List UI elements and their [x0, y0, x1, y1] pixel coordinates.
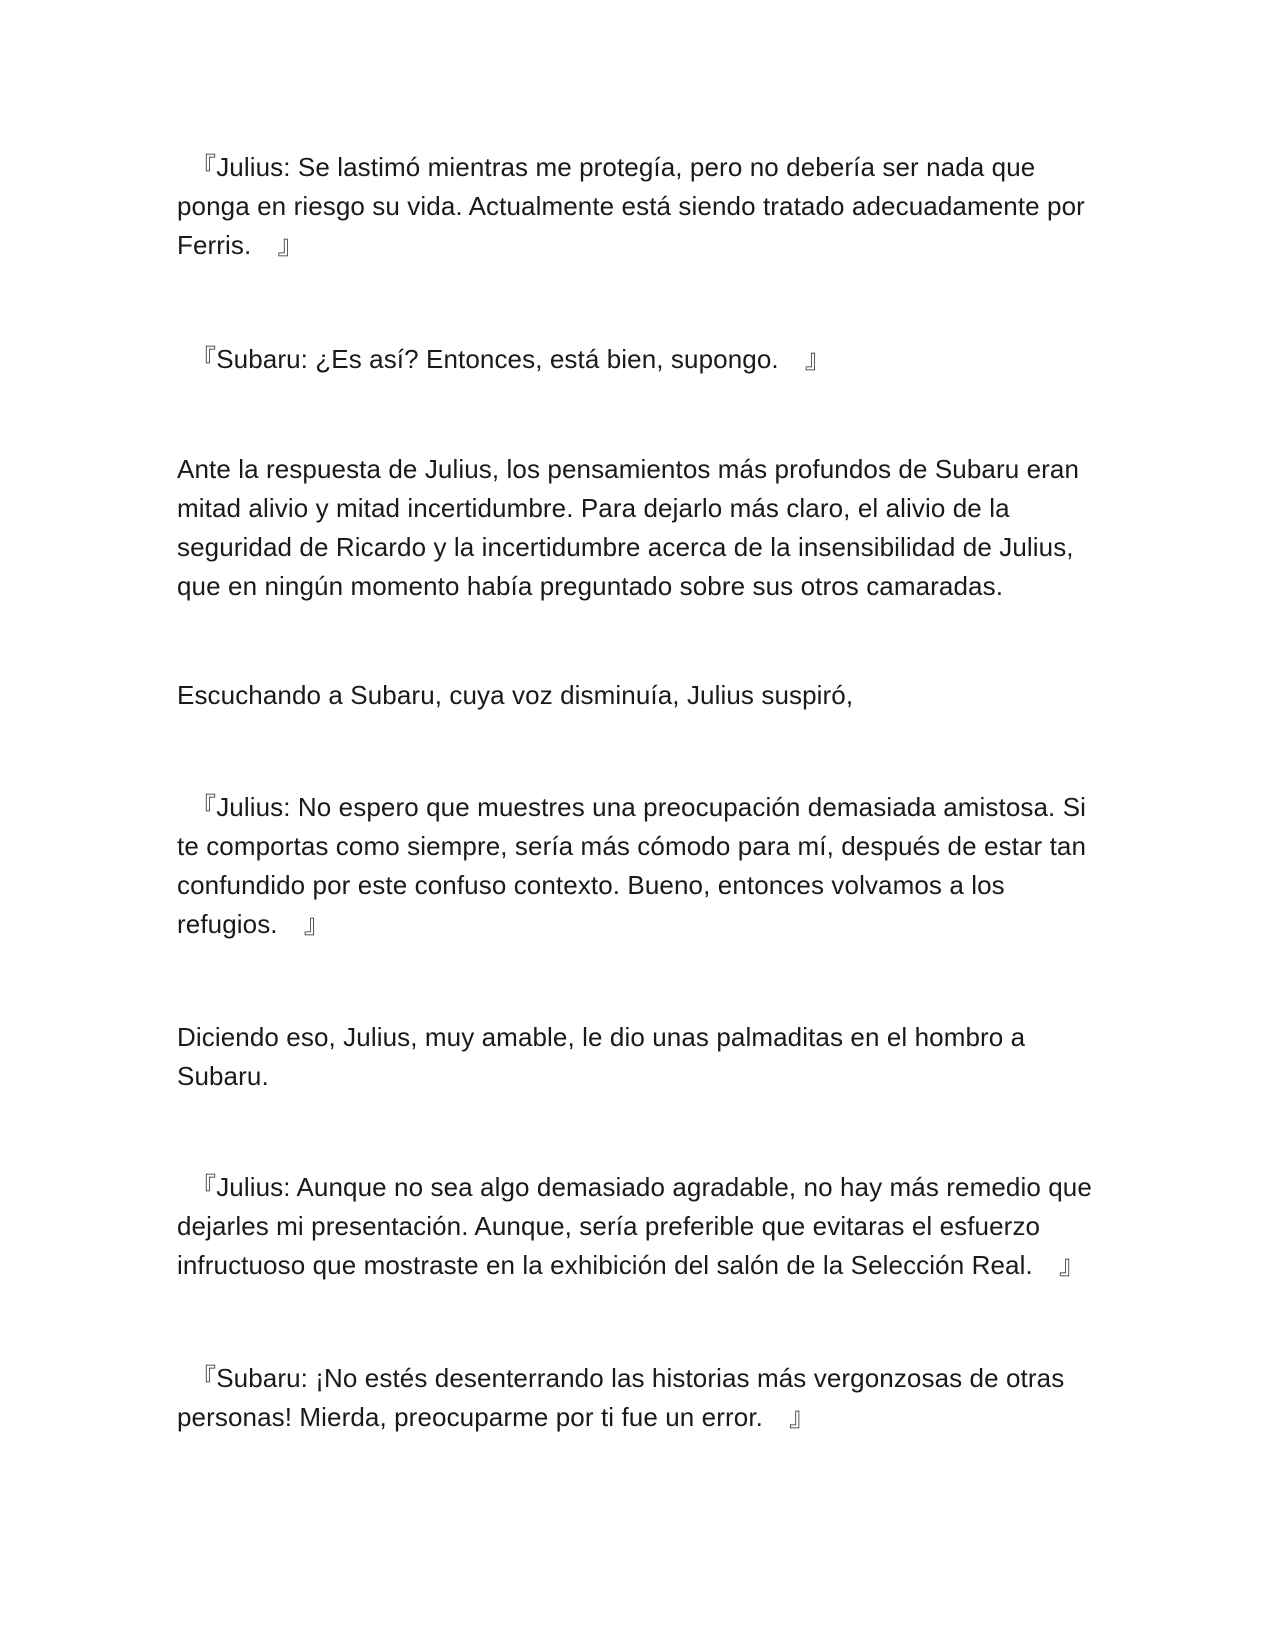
dialogue-subaru-1: 『Subaru: ¿Es así? Entonces, está bien, supongo. 』 [177, 344, 831, 374]
narration-paragraph-1: Ante la respuesta de Julius, los pensamientos más profundos de Subaru eran mitad alivio y mitad incertidumbre. Para dejarlo más claro, el alivio de la seguridad de Ricardo y la incertidumbre acerca de la insensibilidad de Julius, que en ningún momento había preguntado sobre sus otros camaradas. [177, 454, 1080, 601]
narration-paragraph-3: Diciendo eso, Julius, muy amable, le dio unas palmaditas en el hombro a Subaru. [177, 1022, 1026, 1091]
dialogue-julius-1: 『Julius: Se lastimó mientras me protegía, pero no debería ser nada que ponga en riesgo su vida. Actualmente está siendo tratado adecuadamente por Ferris. 』 [177, 152, 1085, 260]
dialogue-subaru-2: 『Subaru: ¡No estés desenterrando las historias más vergonzosas de otras personas! Mierda, preocuparme por ti fue un error. 』 [177, 1363, 1065, 1432]
dialogue-julius-2: 『Julius: No espero que muestres una preocupación demasiada amistosa. Si te comportas como siempre, sería más cómodo para mí, después de estar tan confundido por este confuso contexto. Bueno, entonces volvamos a los refugios. 』 [177, 792, 1087, 939]
narration-paragraph-2: Escuchando a Subaru, cuya voz disminuía, Julius suspiró, [177, 680, 854, 710]
dialogue-julius-3: 『Julius: Aunque no sea algo demasiado agradable, no hay más remedio que dejarles mi presentación. Aunque, sería preferible que evitaras el esfuerzo infructuoso que mostraste en la exhibición del salón de la Selección Real. 』 [177, 1172, 1092, 1280]
